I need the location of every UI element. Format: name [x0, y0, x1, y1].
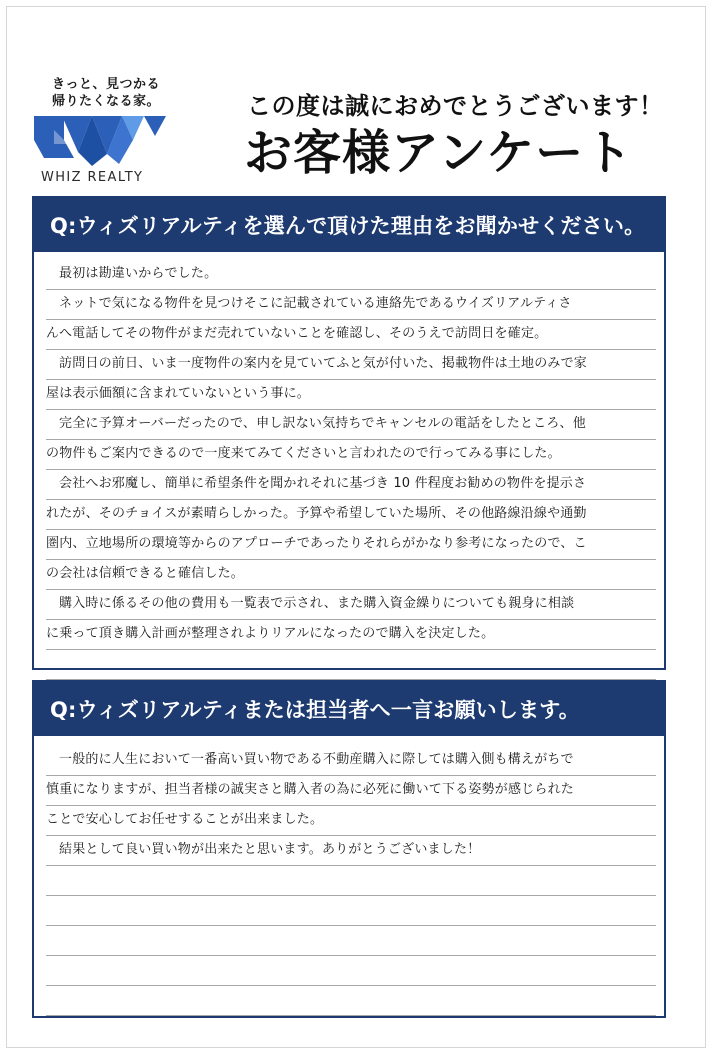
header: [0, 0, 712, 195]
answer-line: 結果として良い買い物が出来たと思います。ありがとうございました！: [46, 836, 656, 866]
answer-line-empty: [46, 650, 656, 680]
greeting-text: この度は誠におめでとうございます！: [247, 92, 664, 120]
answer-line: 一般的に人生において一番高い買い物である不動産購入に際しては購入側も構えがちで: [46, 746, 656, 776]
answer-line-empty: [46, 896, 656, 926]
brand-tagline: [52, 76, 160, 110]
answer-line: ネットで気になる物件を見つけそこに記載されている連絡先であるウイズリアルティさ: [46, 290, 656, 320]
answer-line: に乗って頂き購入計画が整理されよりリアルになったので購入を決定した。: [46, 620, 656, 650]
question-2-label: Q:ウィズリアルティまたは担当者へ一言お願いします。: [34, 682, 664, 736]
logo-wordmark: WHIZ REALTY: [41, 170, 144, 185]
answer-line: 慎重になりますが、担当者様の誠実さと購入者の為に必死に働いて下る姿勢が感じられた: [46, 776, 656, 806]
answer-2-lines: [34, 736, 664, 1016]
answer-line: んへ電話してその物件がまだ売れていないことを確認し、そのうえで訪問日を確定。: [46, 320, 656, 350]
answer-line: 圏内、立地場所の環境等からのアプローチであったりそれらがかなり参考になったので、こ: [46, 530, 656, 560]
tagline-line-2: 帰りたくなる家。: [52, 94, 161, 109]
question-section-2: [32, 680, 666, 1018]
answer-line-empty: [46, 956, 656, 986]
answer-line-empty: [46, 986, 656, 1016]
answer-line: 会社へお邪魔し、簡単に希望条件を聞かれそれに基づき 10 件程度お勧めの物件を提示さ: [46, 470, 656, 500]
answer-line: 購入時に係るその他の費用も一覧表で示され、また購入資金繰りについても親身に相談: [46, 590, 656, 620]
answer-line: 訪問日の前日、いま一度物件の案内を見ていてふと気が付いた、掲載物件は土地のみで家: [46, 350, 656, 380]
answer-line: の物件もご案内できるので一度来てみてくださいと言われたので行ってみる事にした。: [46, 440, 656, 470]
answer-line: 最初は勘違いからでした。: [46, 260, 656, 290]
answer-line-empty: [46, 866, 656, 896]
answer-line: 完全に予算オーバーだったので、申し訳ない気持ちでキャンセルの電話をしたところ、他: [46, 410, 656, 440]
tagline-line-1: きっと、見つかる: [52, 77, 161, 92]
answer-line: の会社は信頼できると確信した。: [46, 560, 656, 590]
question-1-label: Q:ウィズリアルティを選んで頂けた理由をお聞かせください。: [34, 198, 664, 252]
logo-mark-icon: [34, 112, 166, 166]
answer-line: れたが、そのチョイスが素晴らしかった。予算や希望していた場所、その他路線沿線や通勤: [46, 500, 656, 530]
page-title: お客様アンケート: [244, 125, 634, 181]
question-section-1: [32, 196, 666, 670]
answer-line: ことで安心してお任せすることが出来ました。: [46, 806, 656, 836]
answer-line-empty: [46, 926, 656, 956]
answer-1-lines: [34, 252, 664, 680]
answer-line: 屋は表示価額に含まれていないという事に。: [46, 380, 656, 410]
